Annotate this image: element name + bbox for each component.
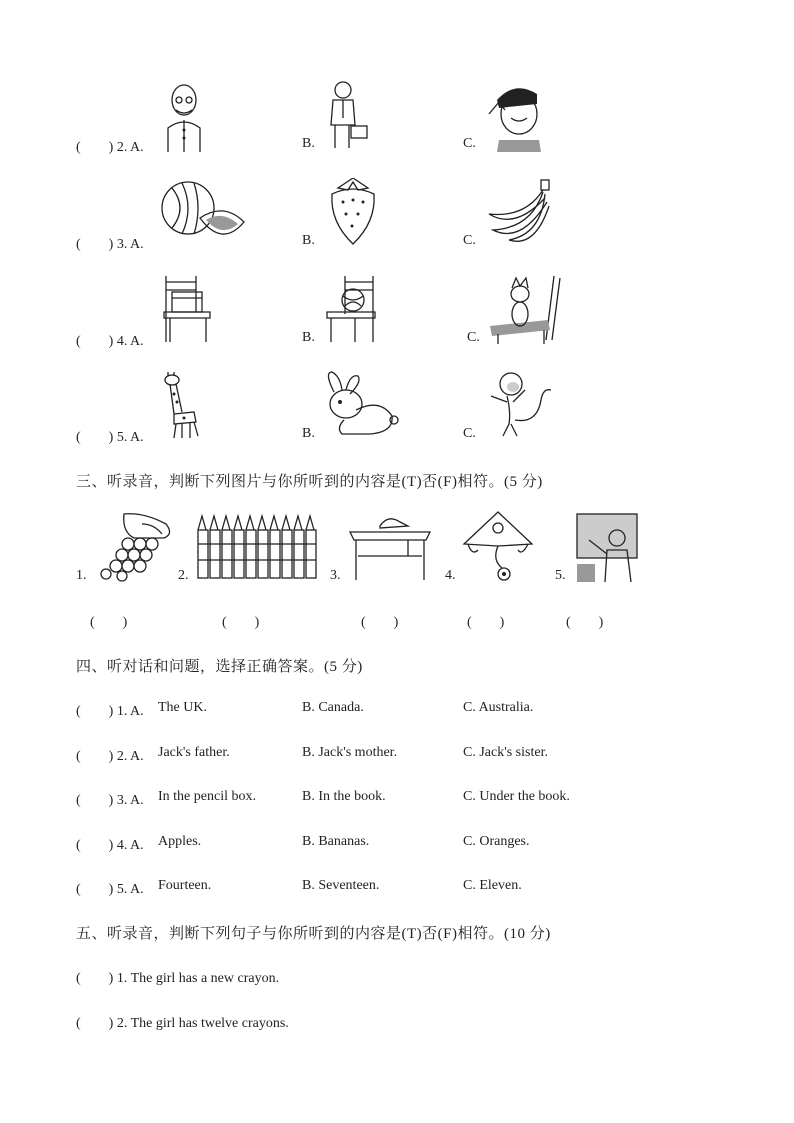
cat-on-chair-picture: [488, 274, 563, 344]
businessman-with-briefcase-picture: [325, 80, 370, 152]
q4-3-option-a: In the pencil box.: [158, 789, 256, 804]
picture-1-number: 1.: [76, 568, 87, 583]
option-c-label: C.: [467, 330, 480, 345]
q4-4-option-b: B. Bananas.: [302, 834, 370, 849]
q4-5-number: ( ) 5. A.: [76, 882, 144, 897]
picture-4-blank[interactable]: ( ): [467, 615, 505, 630]
q4-5-option-a: Fourteen.: [158, 878, 212, 893]
q4-1-option-b: B. Canada.: [302, 700, 364, 715]
q5-1-sentence: ( ) 1. The girl has a new crayon.: [76, 971, 280, 986]
watermelon-picture: [160, 178, 246, 248]
q4-1-option-c: C. Australia.: [463, 700, 534, 715]
option-c-label: C.: [463, 233, 476, 248]
q4-4-number: ( ) 4. A.: [76, 838, 144, 853]
question-5-number: ( ) 5. A.: [76, 430, 144, 445]
picture-2-number: 2.: [178, 568, 189, 583]
picture-2-blank[interactable]: ( ): [222, 615, 260, 630]
q4-3-number: ( ) 3. A.: [76, 793, 144, 808]
giraffe-picture: [160, 370, 200, 440]
picture-5-number: 5.: [555, 568, 566, 583]
q4-5-option-c: C. Eleven.: [463, 878, 522, 893]
grapes-picture: [94, 510, 179, 582]
q4-1-number: ( ) 1. A.: [76, 704, 144, 719]
option-b-label: B.: [302, 136, 315, 151]
q4-3-option-b: B. In the book.: [302, 789, 386, 804]
bananas-picture: [485, 178, 555, 246]
q4-5-option-b: B. Seventeen.: [302, 878, 380, 893]
q4-4-option-a: Apples.: [158, 834, 202, 849]
picture-1-blank[interactable]: ( ): [90, 615, 128, 630]
boy-scratching-head-picture: [485, 80, 553, 152]
bag-on-chair-picture: [160, 274, 215, 344]
option-c-label: C.: [463, 136, 476, 151]
section-4-heading: 四、听对话和问题，选择正确答案。(5 分): [76, 659, 363, 675]
picture-5-blank[interactable]: ( ): [566, 615, 604, 630]
picture-4-number: 4.: [445, 568, 456, 583]
monkey-picture: [485, 370, 555, 440]
teacher-at-board-picture: [575, 510, 640, 582]
q4-3-option-c: C. Under the book.: [463, 789, 570, 804]
q4-2-option-c: C. Jack's sister.: [463, 745, 548, 760]
rabbit-picture: [320, 370, 400, 440]
picture-3-blank[interactable]: ( ): [361, 615, 399, 630]
option-b-label: B.: [302, 330, 315, 345]
q4-2-number: ( ) 2. A.: [76, 749, 144, 764]
crayons-picture: [196, 510, 324, 582]
question-4-number: ( ) 4. A.: [76, 334, 144, 349]
option-b-label: B.: [302, 426, 315, 441]
q4-2-option-a: Jack's father.: [158, 745, 230, 760]
old-man-picture: [160, 80, 210, 152]
picture-3-number: 3.: [330, 568, 341, 583]
strawberry-picture: [328, 178, 378, 246]
section-5-heading: 五、听录音，判断下列句子与你所听到的内容是(T)否(F)相符。(10 分): [76, 926, 551, 942]
cap-on-desk-picture: [348, 510, 433, 582]
option-c-label: C.: [463, 426, 476, 441]
q5-2-sentence: ( ) 2. The girl has twelve crayons.: [76, 1016, 289, 1031]
ball-on-chair-picture: [325, 274, 380, 344]
question-2-number: ( ) 2. A.: [76, 140, 144, 155]
kite-picture: [462, 510, 537, 582]
section-3-heading: 三、听录音，判断下列图片与你所听到的内容是(T)否(F)相符。(5 分): [76, 474, 543, 490]
option-b-label: B.: [302, 233, 315, 248]
q4-1-option-a: The UK.: [158, 700, 207, 715]
q4-2-option-b: B. Jack's mother.: [302, 745, 398, 760]
q4-4-option-c: C. Oranges.: [463, 834, 530, 849]
question-3-number: ( ) 3. A.: [76, 237, 144, 252]
